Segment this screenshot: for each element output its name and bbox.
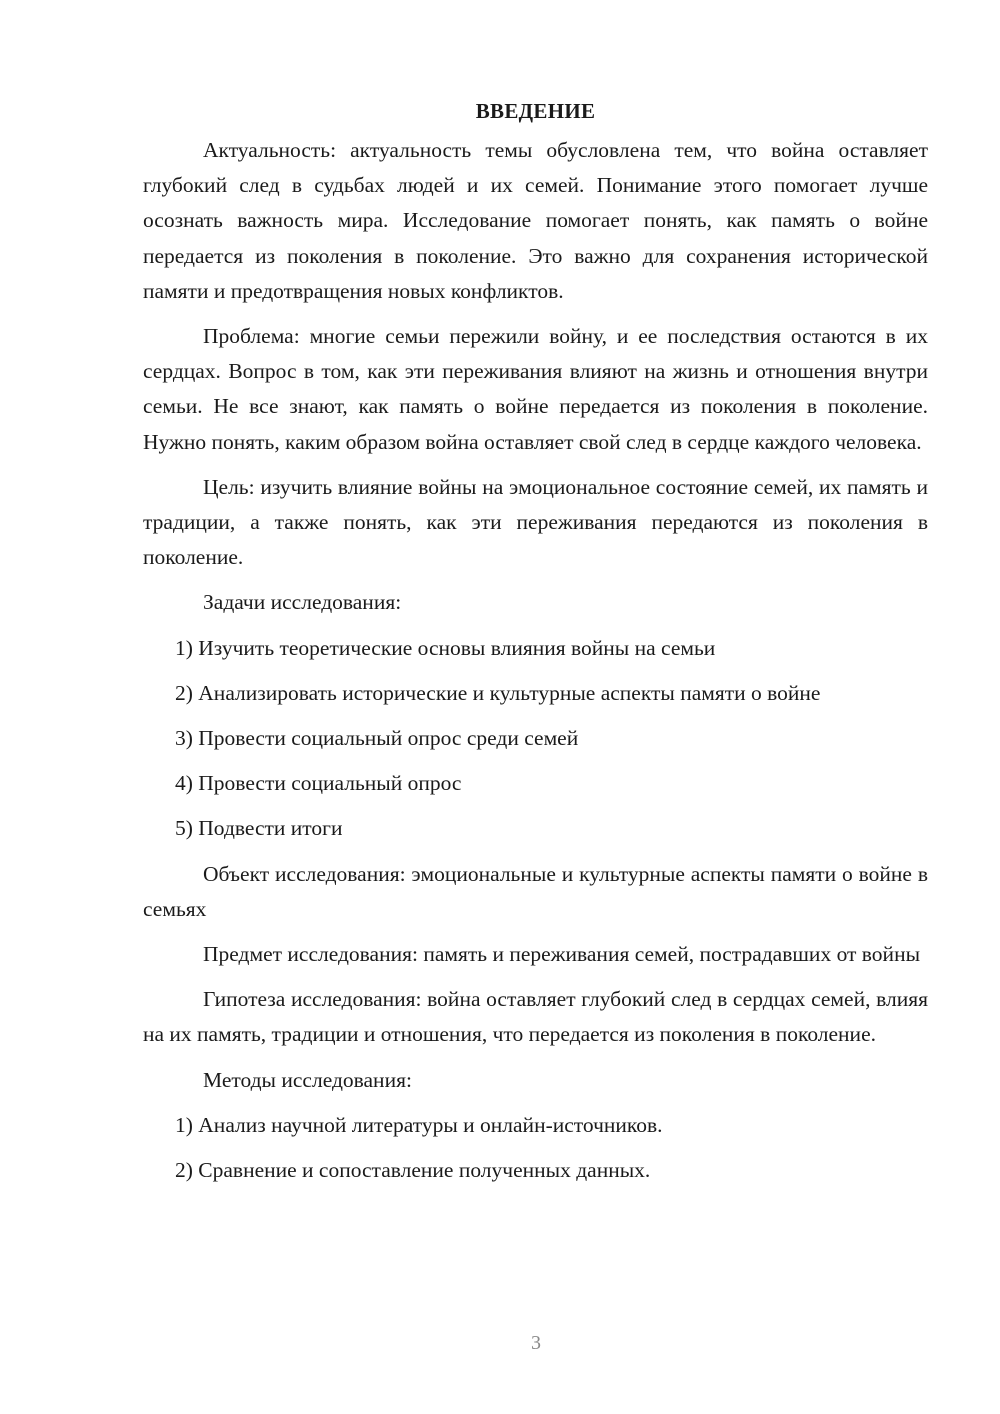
tasks-heading: Задачи исследования: [203,590,402,615]
method-item: 1) Анализ научной литературы и онлайн-источников. [175,1112,663,1137]
hypothesis-paragraph: Гипотеза исследования: война оставляет глубокий след в сердцах семей, влияя на их память, традиции и отношения, что передается из поколения в поколение. [143,987,928,1047]
object-paragraph: Объект исследования: эмоциональные и культурные аспекты памяти о войне в семьях [143,861,928,921]
page-number: 3 [531,1332,541,1354]
task-item: 5) Подвести итоги [175,816,343,841]
subject-paragraph: Предмет исследования: память и переживания семей, пострадавших от войны [203,942,921,967]
task-item: 4) Провести социальный опрос [175,771,462,796]
goal-paragraph: Цель: изучить влияние войны на эмоциональное состояние семей, их память и традиции, а также понять, как эти переживания передаются из поколения в поколение. [143,474,928,570]
section-title: ВВЕДЕНИЕ [475,99,596,123]
task-item: 1) Изучить теоретические основы влияния войны на семьи [175,635,716,660]
task-item: 3) Провести социальный опрос среди семей [175,726,579,751]
relevance-paragraph: Актуальность: актуальность темы обусловлена тем, что война оставляет глубокий след в судьбах людей и их семей. Понимание этого помогает лучше осознать важность мира. Исследование помогает понять, как память о войне передается из поколения в поколение. Это важно для сохранения исторической памяти и предотвращения новых конфликтов. [143,138,928,303]
problem-paragraph: Проблема: многие семьи пережили войну, и ее последствия остаются в их сердцах. Вопрос в том, как эти переживания влияют на жизнь и отношения внутри семьи. Не все знают, как память о войне передается из поколения в поколение. Нужно понять, каким образом война оставляет свой след в сердце каждого человека. [143,324,928,454]
methods-heading: Методы исследования: [203,1067,412,1092]
document-page [143,95,928,1198]
task-item: 2) Анализировать исторические и культурные аспекты памяти о войне [175,680,821,705]
method-item: 2) Сравнение и сопоставление полученных данных. [175,1158,651,1183]
